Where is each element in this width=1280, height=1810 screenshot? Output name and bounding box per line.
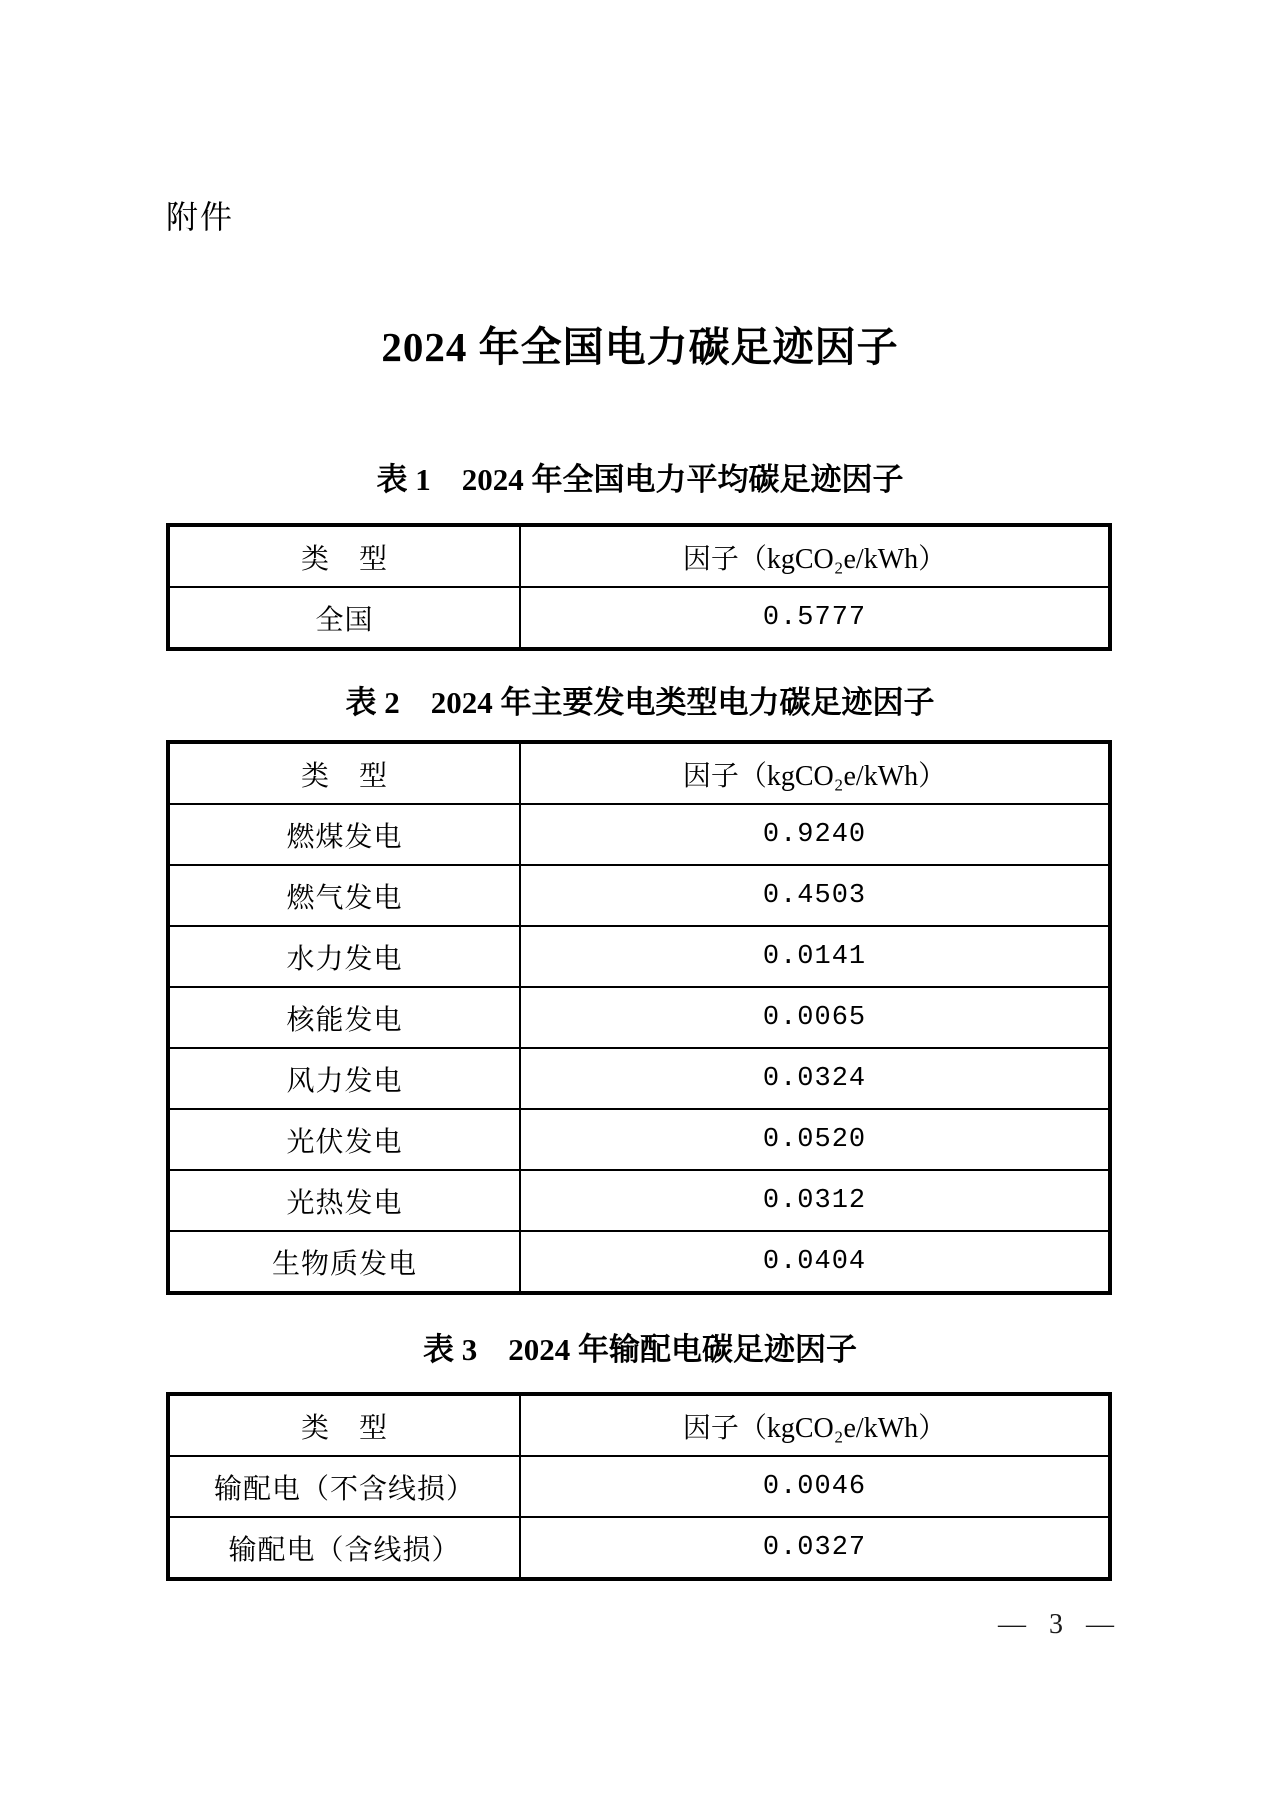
average-carbon-factor-table: [166, 523, 1112, 651]
factor-cell: 0.0312: [520, 1170, 1110, 1231]
type-cell: 输配电（不含线损）: [168, 1456, 520, 1517]
table-3-caption: 表 3 2024 年输配电碳足迹因子: [423, 1332, 857, 1367]
generation-type-carbon-factor-table: [166, 740, 1112, 1295]
factor-column-header: 因子（kgCO₂e/kWh）: [520, 525, 1110, 587]
document-title: 2024 年全国电力碳足迹因子: [381, 324, 899, 370]
factor-cell: 0.0404: [520, 1231, 1110, 1293]
transmission-distribution-carbon-factor-table: [166, 1392, 1112, 1581]
table-2-caption: 表 2 2024 年主要发电类型电力碳足迹因子: [345, 685, 935, 720]
page-number: — 3 —: [998, 1609, 1114, 1640]
type-cell: 输配电（含线损）: [168, 1517, 520, 1579]
type-cell: 风力发电: [168, 1048, 520, 1109]
factor-cell: 0.0520: [520, 1109, 1110, 1170]
table-1-caption: 表 1 2024 年全国电力平均碳足迹因子: [376, 462, 904, 497]
type-column-header: 类 型: [168, 1394, 520, 1456]
type-cell: 生物质发电: [168, 1231, 520, 1293]
table-row: [168, 1231, 1110, 1293]
type-cell: 燃气发电: [168, 865, 520, 926]
type-column-header: 类 型: [168, 525, 520, 587]
table-row: [168, 587, 1110, 649]
table-row: [168, 1456, 1110, 1517]
factor-cell: 0.0046: [520, 1456, 1110, 1517]
type-column-header: 类 型: [168, 742, 520, 804]
table-row: [168, 1517, 1110, 1579]
table-row: [168, 1109, 1110, 1170]
factor-column-header: 因子（kgCO₂e/kWh）: [520, 1394, 1110, 1456]
type-cell: 光热发电: [168, 1170, 520, 1231]
factor-cell: 0.0327: [520, 1517, 1110, 1579]
type-cell: 光伏发电: [168, 1109, 520, 1170]
table-row: [168, 1048, 1110, 1109]
factor-cell: 0.0065: [520, 987, 1110, 1048]
header-row: [168, 1394, 1110, 1456]
factor-cell: 0.5777: [520, 587, 1110, 649]
factor-cell: 0.0141: [520, 926, 1110, 987]
table-row: [168, 926, 1110, 987]
factor-cell: 0.9240: [520, 804, 1110, 865]
table-row: [168, 804, 1110, 865]
attachment-label: 附件: [166, 199, 235, 235]
type-cell: 全国: [168, 587, 520, 649]
header-row: [168, 742, 1110, 804]
type-cell: 燃煤发电: [168, 804, 520, 865]
table-row: [168, 1170, 1110, 1231]
factor-column-header: 因子（kgCO₂e/kWh）: [520, 742, 1110, 804]
table-row: [168, 865, 1110, 926]
type-cell: 水力发电: [168, 926, 520, 987]
type-cell: 核能发电: [168, 987, 520, 1048]
factor-cell: 0.4503: [520, 865, 1110, 926]
header-row: [168, 525, 1110, 587]
factor-cell: 0.0324: [520, 1048, 1110, 1109]
table-row: [168, 987, 1110, 1048]
